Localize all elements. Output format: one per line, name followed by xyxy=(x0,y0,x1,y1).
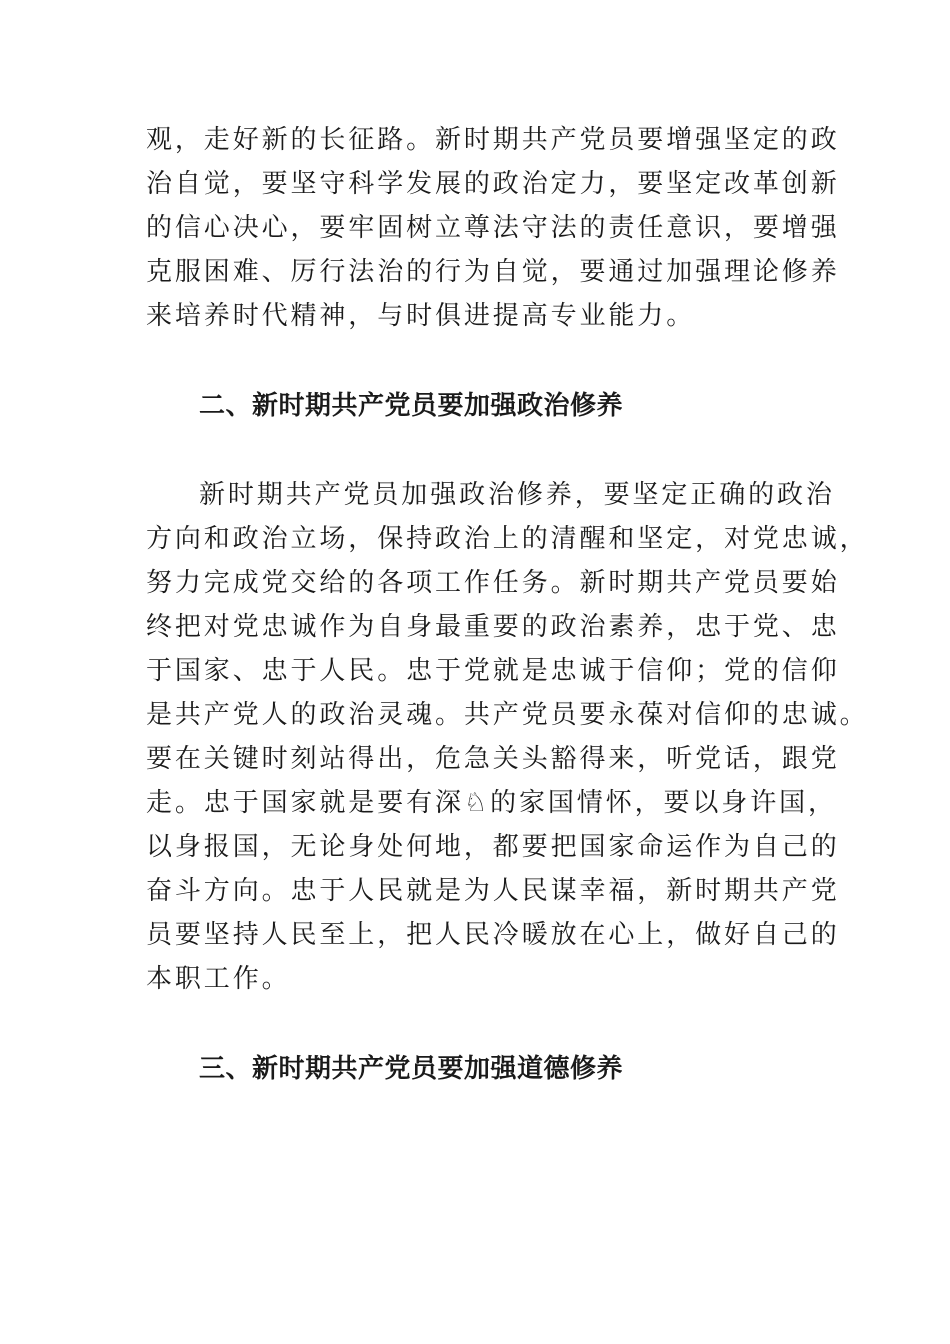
paragraph-line: 员要坚持人民至上，把人民冷暖放在心上，做好自己的 xyxy=(146,920,840,950)
paragraph-line: 奋斗方向。忠于人民就是为人民谋幸福，新时期共产党 xyxy=(146,876,840,906)
paragraph-line: 本职工作。 xyxy=(146,964,291,994)
paragraph-line: 终把对党忠诚作为自身最重要的政治素养，忠于党、忠 xyxy=(146,612,840,642)
paragraph-line: 以身报国，无论身处何地，都要把国家命运作为自己的 xyxy=(146,832,840,862)
paragraph-line: 于国家、忠于人民。忠于党就是忠诚于信仰；党的信仰 xyxy=(146,656,840,686)
paragraph-line: 要在关键时刻站得出，危急关头豁得来，听党话，跟党 xyxy=(146,744,840,774)
paragraph-line: 的信心决心，要牢固树立尊法守法的责任意识，要增强 xyxy=(146,213,840,243)
paragraph-line: 观，走好新的长征路。新时期共产党员要增强坚定的政 xyxy=(146,125,840,155)
paragraph-line: 治自觉，要坚守科学发展的政治定力，要坚定改革创新 xyxy=(146,169,840,199)
paragraph-line: 方向和政治立场，保持政治上的清醒和坚定，对党忠诚， xyxy=(146,524,869,554)
paragraph-line: 新时期共产党员加强政治修养，要坚定正确的政治 xyxy=(199,480,835,510)
paragraph-line: 克服困难、厉行法治的行为自觉，要通过加强理论修养 xyxy=(146,257,840,287)
section-heading-3: 三、新时期共产党员要加强道德修养 xyxy=(199,1054,624,1084)
paragraph-line: 努力完成党交给的各项工作任务。新时期共产党员要始 xyxy=(146,568,840,598)
paragraph-line: 来培养时代精神，与时俱进提高专业能力。 xyxy=(146,301,696,331)
section-heading-2: 二、新时期共产党员要加强政治修养 xyxy=(199,391,624,421)
paragraph-line: 是共产党人的政治灵魂。共产党员要永葆对信仰的忠诚。 xyxy=(146,700,869,730)
paragraph-line: 走。忠于国家就是要有深♘的家国情怀，要以身许国， xyxy=(146,788,837,818)
